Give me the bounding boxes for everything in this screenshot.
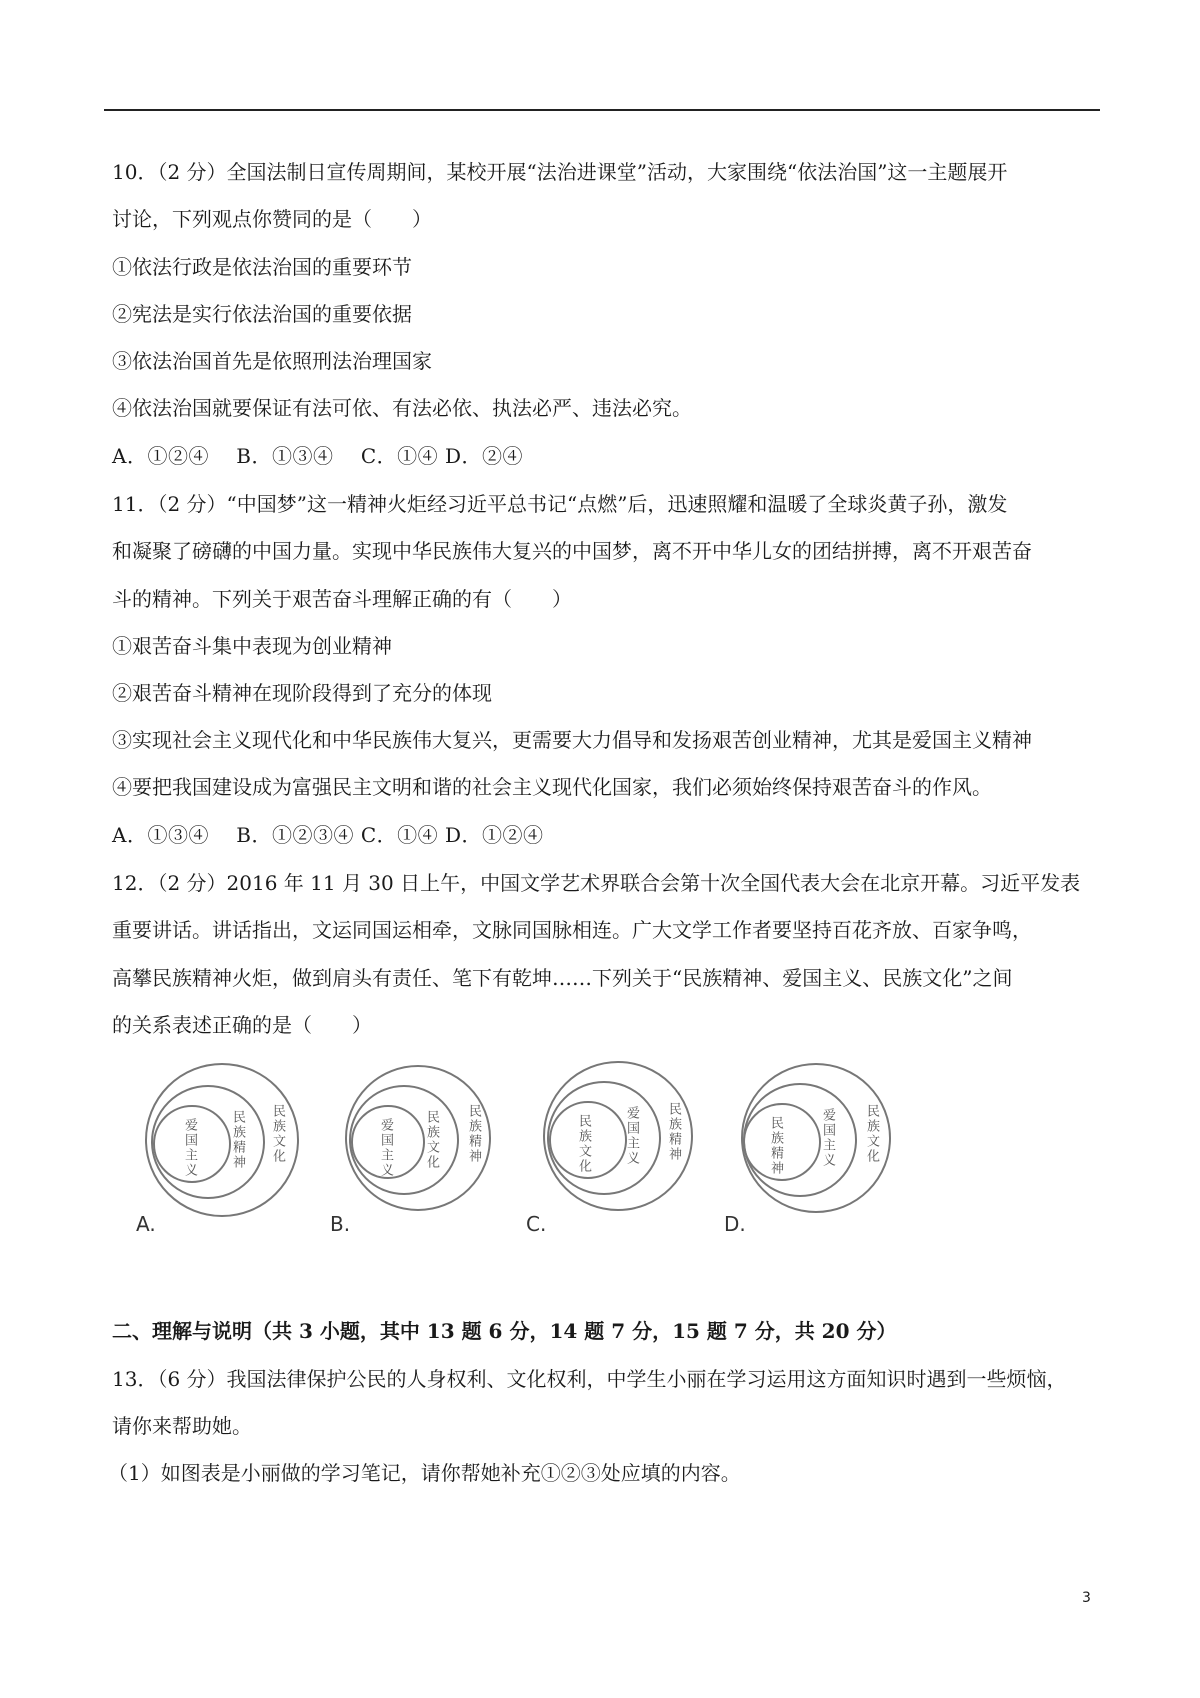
q11-statement-3: ③实现社会主义现代化和中华民族伟大复兴，更需要大力倡导和发扬艰苦创业精神，尤其是爱国主义精神	[112, 728, 1032, 752]
diagram-b-letter: B.	[330, 1212, 351, 1236]
q11-options: A．①③④ B．①②③④ C．①④ D．①②④	[112, 823, 544, 847]
diagram-d-middle-label: 爱国主义	[820, 1108, 835, 1168]
q11-statement-4: ④要把我国建设成为富强民主文明和谐的社会主义现代化国家，我们必须始终保持艰苦奋斗的作风。	[112, 775, 992, 799]
nested-circles-b	[328, 1060, 508, 1245]
q10-statement-2: ②宪法是实行依法治国的重要依据	[112, 302, 412, 326]
q10-options: A．①②④ B．①③④ C．①④ D．②④	[112, 444, 524, 468]
diagram-a-outer-label: 民族文化	[270, 1104, 285, 1164]
diagram-option-a	[130, 1060, 310, 1245]
q10-statement-4: ④依法治国就要保证有法可依、有法必依、执法必严、违法必究。	[112, 396, 692, 420]
q12-stem-line-4: 的关系表述正确的是（ ）	[112, 1013, 372, 1037]
q11-statement-1: ①艰苦奋斗集中表现为创业精神	[112, 634, 392, 658]
q13-stem-line-2: 请你来帮助她。	[112, 1414, 252, 1438]
diagram-d-inner-label: 民族精神	[768, 1116, 783, 1176]
q10-statement-1: ①依法行政是依法治国的重要环节	[112, 255, 412, 279]
diagram-c-outer-label: 民族精神	[666, 1102, 681, 1162]
q13-stem-line-1: 13．（6 分）我国法律保护公民的人身权利、文化权利，中学生小丽在学习运用这方面知识时遇到一些烦恼，	[112, 1367, 1067, 1391]
q11-stem-line-2: 和凝聚了磅礴的中国力量。实现中华民族伟大复兴的中国梦，离不开中华儿女的团结拼搏，离不开艰苦奋	[112, 539, 1032, 563]
q10-stem-line-1: 10．（2 分）全国法制日宣传周期间，某校开展“法治进课堂”活动，大家围绕“依法治国”这一主题展开	[112, 160, 1008, 184]
q10-stem-line-2: 讨论，下列观点你赞同的是（ ）	[112, 207, 432, 231]
diagram-a-inner-label: 爱国主义	[182, 1118, 197, 1178]
q12-stem-line-3: 高攀民族精神火炬，做到肩头有责任、笔下有乾坤……下列关于“民族精神、爱国主义、民族文化”之间	[112, 966, 1013, 990]
diagram-option-d	[724, 1060, 904, 1245]
q12-stem-line-1: 12．（2 分）2016 年 11 月 30 日上午，中国文学艺术界联合会第十次全国代表大会在北京开幕。习近平发表	[112, 871, 1081, 895]
q12-stem-line-2: 重要讲话。讲话指出，文运同国运相牵，文脉同国脉相连。广大文学工作者要坚持百花齐放、百家争鸣，	[112, 918, 1032, 942]
q11-statement-2: ②艰苦奋斗精神在现阶段得到了充分的体现	[112, 681, 492, 705]
section-2-heading: 二、理解与说明（共 3 小题，其中 13 题 6 分，14 题 7 分，15 题 7 分，共 20 分）	[112, 1319, 897, 1343]
diagram-d-outer-label: 民族文化	[864, 1104, 879, 1164]
diagram-b-middle-label: 民族文化	[424, 1110, 439, 1170]
diagram-b-inner-label: 爱国主义	[378, 1118, 393, 1178]
q13-subquestion-1: （1）如图表是小丽做的学习笔记，请你帮她补充①②③处应填的内容。	[108, 1461, 741, 1485]
q10-statement-3: ③依法治国首先是依照刑法治理国家	[112, 349, 432, 373]
diagram-c-inner-label: 民族文化	[576, 1114, 591, 1174]
q11-stem-line-3: 斗的精神。下列关于艰苦奋斗理解正确的有（ ）	[112, 587, 572, 611]
diagram-c-middle-label: 爱国主义	[624, 1106, 639, 1166]
diagram-d-letter: D.	[724, 1212, 746, 1236]
page-number: 3	[1082, 1590, 1091, 1606]
diagram-option-b	[328, 1060, 508, 1245]
diagram-b-outer-label: 民族精神	[466, 1104, 481, 1164]
diagram-a-middle-label: 民族精神	[230, 1110, 245, 1170]
diagram-c-letter: C.	[526, 1212, 547, 1236]
diagram-a-letter: A.	[136, 1212, 156, 1236]
q11-stem-line-1: 11．（2 分）“中国梦”这一精神火炬经习近平总书记“点燃”后，迅速照耀和温暖了全球炎黄子孙，激发	[112, 492, 1008, 516]
header-rule	[104, 109, 1100, 111]
diagram-option-c	[526, 1060, 706, 1245]
